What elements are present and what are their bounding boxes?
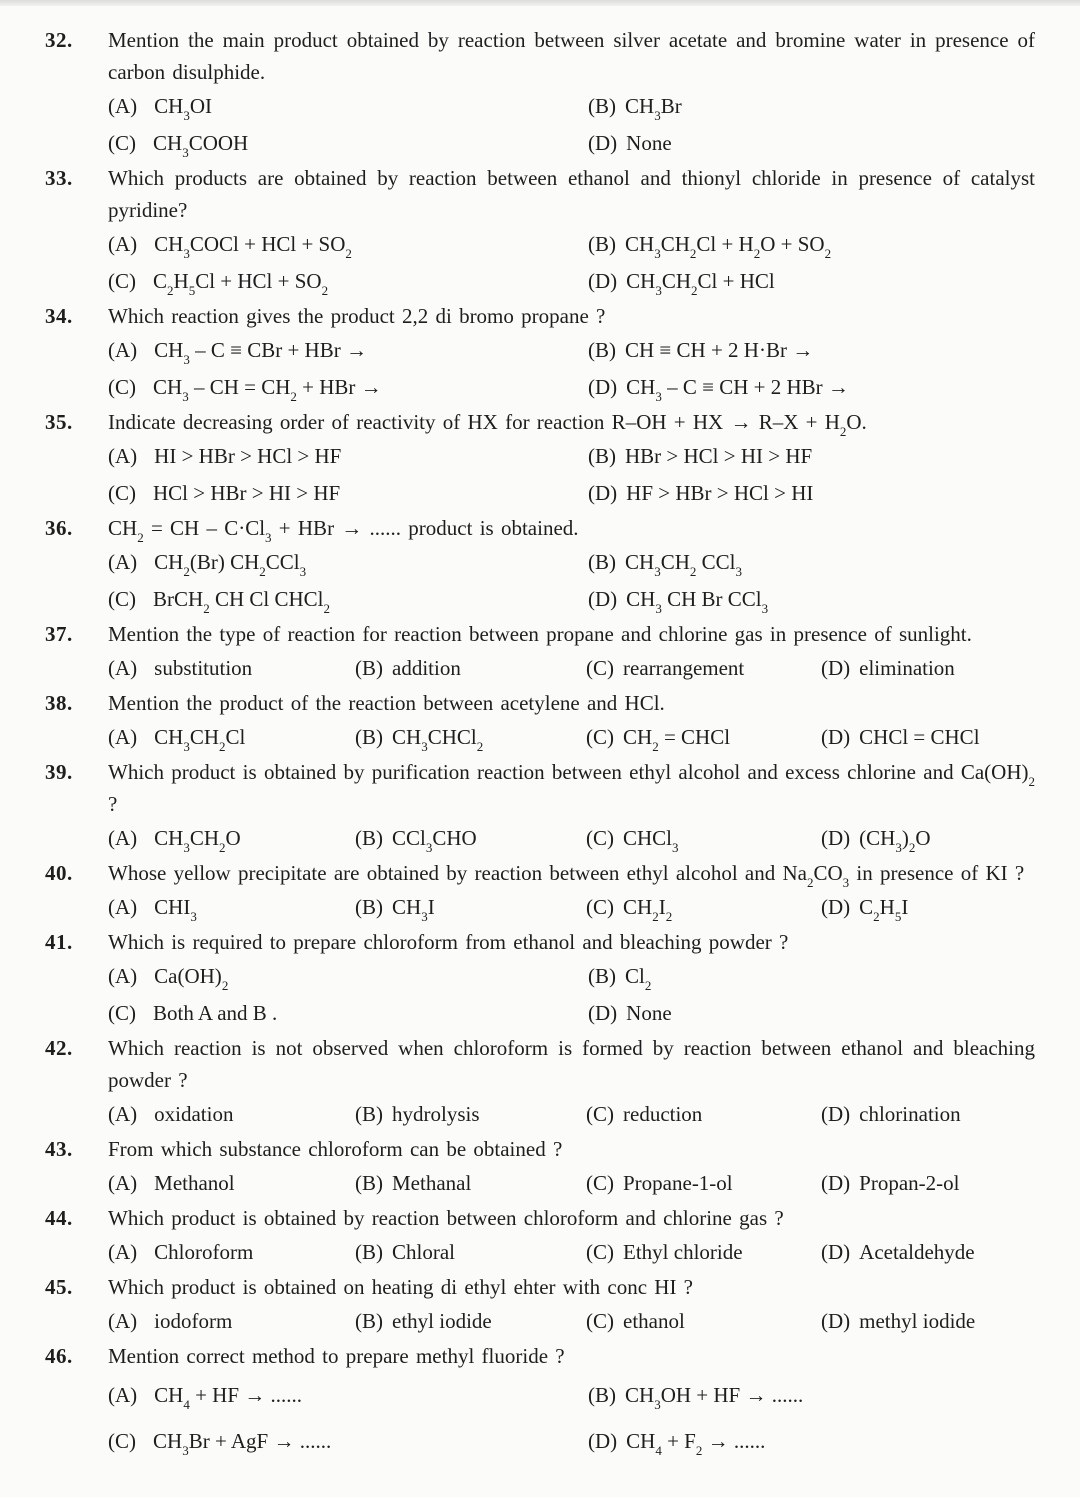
option-label: (C) [108, 131, 136, 155]
question-number: 33. [45, 166, 73, 190]
option [108, 1165, 355, 1202]
option-value: Ethyl chloride [623, 1240, 743, 1264]
question-body [108, 1202, 1035, 1271]
option-label: (A) [108, 656, 138, 680]
option [108, 995, 588, 1032]
question-body [108, 512, 1035, 618]
option-label: (A) [108, 964, 138, 988]
options-grid [108, 1165, 1035, 1202]
option-value: methyl iodide [859, 1309, 976, 1333]
option [355, 719, 586, 756]
option-label: (D) [588, 269, 618, 293]
option-label: (C) [108, 587, 136, 611]
option [588, 1418, 1035, 1464]
question-body [108, 687, 1035, 756]
option-value: $CH_4$ + HF → ...... [154, 1383, 303, 1413]
question [45, 756, 1035, 857]
option-value: None [626, 1001, 672, 1025]
option-value: $(CH_3)_2O$ [859, 826, 931, 856]
question [45, 406, 1035, 512]
options-grid [108, 88, 1035, 162]
option-label: (D) [588, 587, 618, 611]
question-body [108, 300, 1035, 406]
question-text: Mention correct method to prepare methyl fluoride ? [108, 1344, 565, 1368]
option-label: (B) [588, 964, 616, 988]
option-value: Both A and B . [153, 1001, 278, 1025]
question-text: Which product is obtained by reaction between chloroform and chlorine gas ? [108, 1206, 784, 1230]
option [588, 581, 1035, 618]
question-body [108, 1340, 1035, 1464]
option-value: $CH_3I$ [392, 895, 435, 925]
option [108, 1234, 355, 1271]
option [586, 719, 821, 756]
question-text: Which is required to prepare chloroform from ethanol and bleaching powder ? [108, 930, 789, 954]
option-label: (A) [108, 1309, 138, 1333]
option-value: $CH_3$ – C ≡ CBr + HBr → [154, 338, 367, 368]
option [588, 544, 1035, 581]
option-label: (A) [108, 550, 138, 574]
option [588, 226, 1035, 263]
option [586, 1096, 821, 1133]
option-label: (B) [588, 338, 616, 362]
question-text: Which reaction gives the product 2,2 di bromo propane ? [108, 304, 606, 328]
question-text: Which product is obtained by purification reaction between ethyl alcohol and excess chlorine and $Ca(OH)_2$ ? [108, 760, 1035, 816]
question-body [108, 1133, 1035, 1202]
option [108, 475, 588, 512]
option-label: (A) [108, 826, 138, 850]
option-label: (B) [355, 1171, 383, 1195]
option [108, 820, 355, 857]
option [108, 544, 588, 581]
question-list [45, 24, 1035, 1464]
option-label: (B) [588, 94, 616, 118]
option-value: $CH_3CH_2$ CCl$_3$ [625, 550, 742, 580]
option-label: (C) [586, 1171, 614, 1195]
option-value: CH ≡ CH + 2 H·Br → [625, 338, 814, 362]
question-body [108, 1271, 1035, 1340]
option-label: (D) [588, 131, 618, 155]
option-value: $CH_3CH_2Cl + H_2O + SO_2$ [625, 232, 832, 262]
option-label: (D) [821, 1309, 851, 1333]
option [586, 1165, 821, 1202]
question-number: 39. [45, 760, 73, 784]
option [108, 889, 355, 926]
question [45, 24, 1035, 162]
option-value: Propane-1-ol [623, 1171, 733, 1195]
question-body [108, 24, 1035, 162]
option [108, 1303, 355, 1340]
option-label: (D) [821, 1102, 851, 1126]
option-label: (C) [586, 725, 614, 749]
option-value: $CH_3OI$ [154, 94, 213, 124]
option-label: (B) [355, 656, 383, 680]
option [821, 1096, 1035, 1133]
option-label: (D) [821, 1171, 851, 1195]
option [821, 719, 1035, 756]
option-label: (C) [586, 1240, 614, 1264]
option-value: $Ca(OH)_2$ [154, 964, 229, 994]
question-body [108, 406, 1035, 512]
option-label: (B) [588, 550, 616, 574]
option-value: HBr > HCl > HI > HF [625, 444, 813, 468]
question-number: 35. [45, 410, 73, 434]
question-body [108, 162, 1035, 300]
question [45, 1202, 1035, 1271]
option-label: (C) [586, 656, 614, 680]
option-value: None [626, 131, 672, 155]
option [821, 1234, 1035, 1271]
question [45, 1133, 1035, 1202]
option [588, 125, 1035, 162]
question-number: 38. [45, 691, 73, 715]
option-value: BrCH$_2$ CH Cl CHCl$_2$ [153, 587, 330, 617]
option-value: $CH_3CHCl_2$ [392, 725, 484, 755]
option-value: $CH_3CH_2O$ [154, 826, 241, 856]
question-text: $CH_2$ = CH – $C\cdot Cl_3$ + HBr → ...... product is obtained. [108, 516, 579, 546]
option [586, 889, 821, 926]
option-value: $CH_3$ – CH = $CH_2$ + HBr → [153, 375, 382, 405]
option-value: $Cl_2$ [625, 964, 652, 994]
option [355, 889, 586, 926]
options-grid [108, 719, 1035, 756]
options-grid [108, 332, 1035, 406]
option [588, 438, 1035, 475]
option-label: (C) [108, 375, 136, 399]
question [45, 1340, 1035, 1464]
option-label: (A) [108, 232, 138, 256]
question-body [108, 926, 1035, 1032]
option-value: $CH_3OH$ + HF → ...... [625, 1383, 804, 1413]
option-label: (A) [108, 1102, 138, 1126]
option-value: $C_2H_5Cl$ + HCl + $SO_2$ [153, 269, 329, 299]
question [45, 618, 1035, 687]
option [355, 650, 586, 687]
option [108, 438, 588, 475]
question-number: 32. [45, 28, 73, 52]
options-grid [108, 1303, 1035, 1340]
options-grid [108, 958, 1035, 1032]
question-number: 37. [45, 622, 73, 646]
option-value: Methanal [392, 1171, 472, 1195]
options-grid [108, 544, 1035, 618]
option [586, 820, 821, 857]
option-label: (A) [108, 1240, 138, 1264]
option-value: HCl > HBr > HI > HF [153, 481, 341, 505]
option-value: $C_2H_5I$ [859, 895, 909, 925]
option-value: $CH_3COOH$ [153, 131, 249, 161]
option [108, 719, 355, 756]
options-grid [108, 1096, 1035, 1133]
option-value: elimination [859, 656, 955, 680]
option [108, 1418, 588, 1464]
option-label: (D) [821, 826, 851, 850]
option-value: ethanol [623, 1309, 685, 1333]
question [45, 162, 1035, 300]
question-body [108, 1032, 1035, 1133]
option-label: (B) [355, 725, 383, 749]
option [355, 820, 586, 857]
question-text: Indicate decreasing order of reactivity of HX for reaction R–OH + HX → $R-X + H_2O$. [108, 410, 867, 440]
option-label: (D) [821, 895, 851, 919]
question [45, 512, 1035, 618]
option [586, 1303, 821, 1340]
question-text: Mention the main product obtained by reaction between silver acetate and bromine water in presence of carbon disulphide. [108, 28, 1035, 84]
option-label: (B) [588, 1383, 616, 1407]
option-value: $CH_2(Br)$ $CH_2CCl_3$ [154, 550, 307, 580]
option-value: ethyl iodide [392, 1309, 492, 1333]
question [45, 926, 1035, 1032]
question-number: 40. [45, 861, 73, 885]
option-value: iodoform [154, 1309, 233, 1333]
option-value: addition [392, 656, 461, 680]
question-number: 45. [45, 1275, 73, 1299]
option [108, 958, 588, 995]
options-grid [108, 650, 1035, 687]
option-value: hydrolysis [392, 1102, 480, 1126]
option [355, 1096, 586, 1133]
options-grid [108, 226, 1035, 300]
option-label: (C) [108, 269, 136, 293]
question [45, 1271, 1035, 1340]
option-label: (C) [108, 1429, 136, 1453]
question [45, 300, 1035, 406]
question-text: From which substance chloroform can be obtained ? [108, 1137, 563, 1161]
question-number: 46. [45, 1344, 73, 1368]
option-label: (C) [586, 826, 614, 850]
options-grid [108, 889, 1035, 926]
option-value: $CH_3$ – C ≡ CH + 2 HBr → [626, 375, 849, 405]
question [45, 1032, 1035, 1133]
option-label: (D) [588, 481, 618, 505]
option-value: Methanol [154, 1171, 235, 1195]
option [588, 332, 1035, 369]
option-value: HI > HBr > HCl > HF [154, 444, 342, 468]
option-value: Chloral [392, 1240, 455, 1264]
option [355, 1165, 586, 1202]
option-value: $CH_2$ = CHCl [623, 725, 731, 755]
question-number: 43. [45, 1137, 73, 1161]
option-value: $CH_3Br$ + AgF → ...... [153, 1429, 332, 1459]
option-label: (D) [821, 656, 851, 680]
option-value: substitution [154, 656, 253, 680]
question-text: Mention the product of the reaction between acetylene and HCl. [108, 691, 665, 715]
option-value: $CH_3CH_2Cl$ + HCl [626, 269, 775, 299]
option-label: (B) [588, 444, 616, 468]
option [108, 581, 588, 618]
option [586, 1234, 821, 1271]
option [108, 226, 588, 263]
option [108, 125, 588, 162]
option-value: HF > HBr > HCl > HI [626, 481, 814, 505]
option-label: (C) [586, 1102, 614, 1126]
option-label: (A) [108, 725, 138, 749]
option-value: Chloroform [154, 1240, 254, 1264]
option-value: CHCl = CHCl [859, 725, 980, 749]
options-grid [108, 1372, 1035, 1464]
options-grid [108, 820, 1035, 857]
option [108, 1096, 355, 1133]
option-label: (A) [108, 1171, 138, 1195]
option-label: (B) [355, 826, 383, 850]
option [588, 958, 1035, 995]
option [588, 995, 1035, 1032]
options-grid [108, 438, 1035, 512]
option-label: (B) [355, 1309, 383, 1333]
question-text: Which reaction is not observed when chloroform is formed by reaction between ethanol and bleaching powder ? [108, 1036, 1035, 1092]
option [821, 1303, 1035, 1340]
option-value: reduction [623, 1102, 703, 1126]
question-number: 42. [45, 1036, 73, 1060]
option-value: oxidation [154, 1102, 234, 1126]
question-text: Which products are obtained by reaction between ethanol and thionyl chloride in presence of catalyst pyridine? [108, 166, 1035, 222]
option [588, 263, 1035, 300]
options-grid [108, 1234, 1035, 1271]
question [45, 857, 1035, 926]
option-value: chlorination [859, 1102, 961, 1126]
option-value: $CH_3COCl$ + HCl + $SO_2$ [154, 232, 352, 262]
option [821, 1165, 1035, 1202]
option-label: (B) [355, 1102, 383, 1126]
option-label: (D) [588, 1001, 618, 1025]
option-label: (A) [108, 338, 138, 362]
option-value: Propan-2-ol [859, 1171, 960, 1195]
option-label: (A) [108, 444, 138, 468]
option-value: $CH_2I_2$ [623, 895, 673, 925]
option [108, 650, 355, 687]
option-label: (B) [355, 1240, 383, 1264]
option [108, 263, 588, 300]
option-label: (D) [821, 1240, 851, 1264]
option [355, 1234, 586, 1271]
option-value: $CH_3Br$ [625, 94, 682, 124]
scan-edge [0, 0, 1080, 6]
option-label: (C) [108, 1001, 136, 1025]
option-label: (D) [588, 1429, 618, 1453]
option-label: (C) [586, 895, 614, 919]
option-value: Acetaldehyde [859, 1240, 975, 1264]
option-label: (A) [108, 94, 138, 118]
option [588, 475, 1035, 512]
question-body [108, 618, 1035, 687]
question-number: 36. [45, 516, 73, 540]
option [108, 332, 588, 369]
option-label: (A) [108, 1383, 138, 1407]
option [355, 1303, 586, 1340]
option [108, 88, 588, 125]
option-value: $CH_4 + F_2$ → ...... [626, 1429, 766, 1459]
option-label: (C) [108, 481, 136, 505]
option [588, 1372, 1035, 1418]
option [108, 369, 588, 406]
option [108, 1372, 588, 1418]
option [588, 88, 1035, 125]
question-number: 44. [45, 1206, 73, 1230]
question-body [108, 756, 1035, 857]
option-label: (B) [355, 895, 383, 919]
option [588, 369, 1035, 406]
question [45, 687, 1035, 756]
option [821, 650, 1035, 687]
option-label: (D) [821, 725, 851, 749]
question-number: 34. [45, 304, 73, 328]
question-number: 41. [45, 930, 73, 954]
option-value: CCl$_3$CHO [392, 826, 477, 856]
option-value: rearrangement [623, 656, 745, 680]
option [821, 820, 1035, 857]
option-value: $CH_3$ CH Br CCl$_3$ [626, 587, 769, 617]
question-body [108, 857, 1035, 926]
question-text: Mention the type of reaction for reaction between propane and chlorine gas in presence of sunlight. [108, 622, 972, 646]
option-label: (A) [108, 895, 138, 919]
question-text: Which product is obtained on heating di ethyl ehter with conc HI ? [108, 1275, 694, 1299]
question-text: Whose yellow precipitate are obtained by reaction between ethyl alcohol and $Na_2CO_3$ in presence of KI ? [108, 861, 1025, 891]
option-value: CHCl$_3$ [623, 826, 679, 856]
option-value: $CH_3CH_2Cl$ [154, 725, 246, 755]
option-value: $CHI_3$ [154, 895, 197, 925]
option-label: (B) [588, 232, 616, 256]
option [821, 889, 1035, 926]
option-label: (C) [586, 1309, 614, 1333]
option-label: (D) [588, 375, 618, 399]
option [586, 650, 821, 687]
